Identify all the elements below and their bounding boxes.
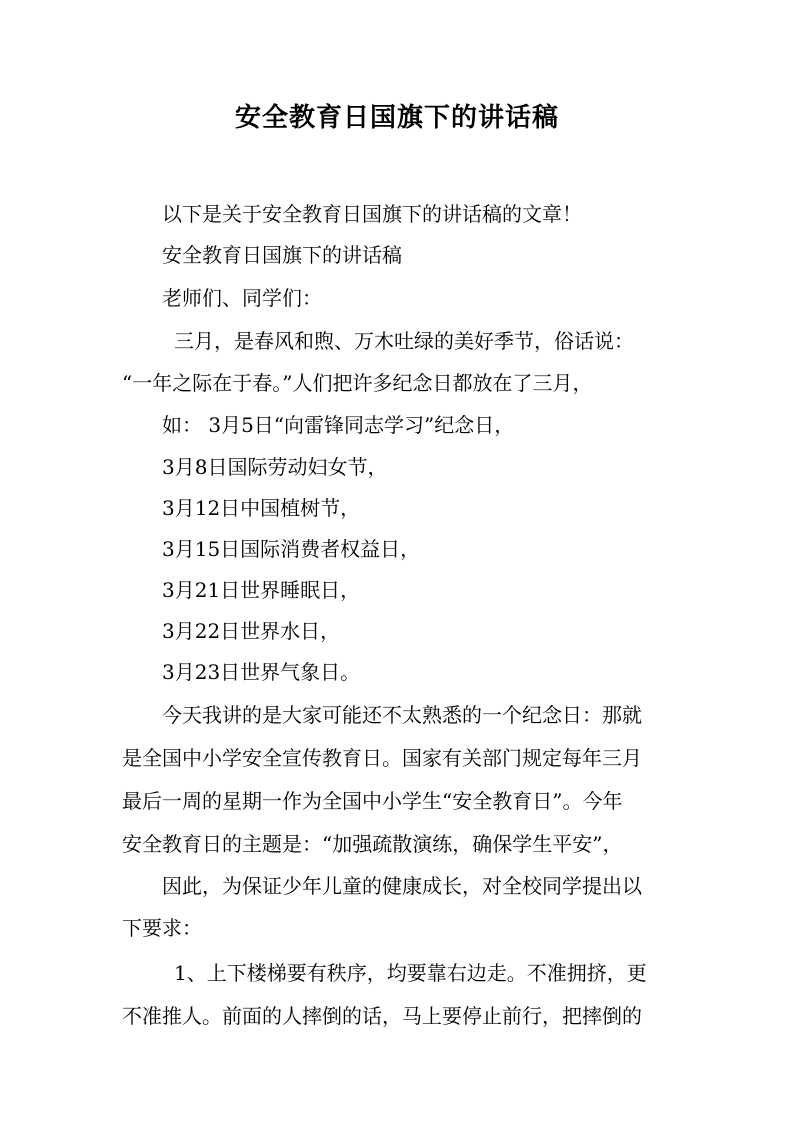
paragraph-line: 最后一周的星期一作为全国中小学生“安全教育日”。今年 — [122, 789, 623, 813]
paragraph-line: 老师们、同学们： — [162, 286, 322, 310]
document-title: 安全教育日国旗下的讲话稿 — [234, 103, 559, 133]
paragraph-line: 安全教育日的主题是：“加强疏散演练，确保学生平安”， — [122, 832, 623, 856]
paragraph-line: 因此，为保证少年儿童的健康成长，对全校同学提出以 — [162, 874, 642, 898]
paragraph-line: 下要求： — [122, 916, 202, 940]
paragraph-line: 以下是关于安全教育日国旗下的讲话稿的文章！ — [162, 202, 582, 226]
paragraph-line: 3月12日中国植树节， — [162, 496, 361, 520]
paragraph-line: “一年之际在于春。”人们把许多纪念日都放在了三月， — [122, 371, 593, 395]
paragraph-line: 3月21日世界睡眠日， — [162, 578, 361, 602]
paragraph-line: 1、上下楼梯要有秩序，均要靠右边走。不准拥挤，更 — [174, 961, 647, 985]
paragraph-line: 安全教育日国旗下的讲话稿 — [162, 243, 402, 267]
paragraph-line: 3月15日国际消费者权益日， — [162, 537, 421, 561]
paragraph-line: 3月23日世界气象日。 — [162, 660, 361, 684]
paragraph-line: 如： 3月5日“向雷锋同志学习”纪念日， — [162, 413, 515, 437]
paragraph-line: 是全国中小学安全宣传教育日。国家有关部门规定每年三月 — [122, 746, 642, 770]
paragraph-line: 3月8日国际劳动妇女节， — [162, 455, 388, 479]
paragraph-line: 今天我讲的是大家可能还不太熟悉的一个纪念日：那就 — [162, 703, 642, 727]
paragraph-line: 不准推人。前面的人摔倒的话，马上要停止前行，把摔倒的 — [122, 1004, 642, 1028]
paragraph-line: 3月22日世界水日， — [162, 619, 341, 643]
paragraph-line: 三月，是春风和煦、万木吐绿的美好季节，俗话说： — [174, 329, 634, 353]
